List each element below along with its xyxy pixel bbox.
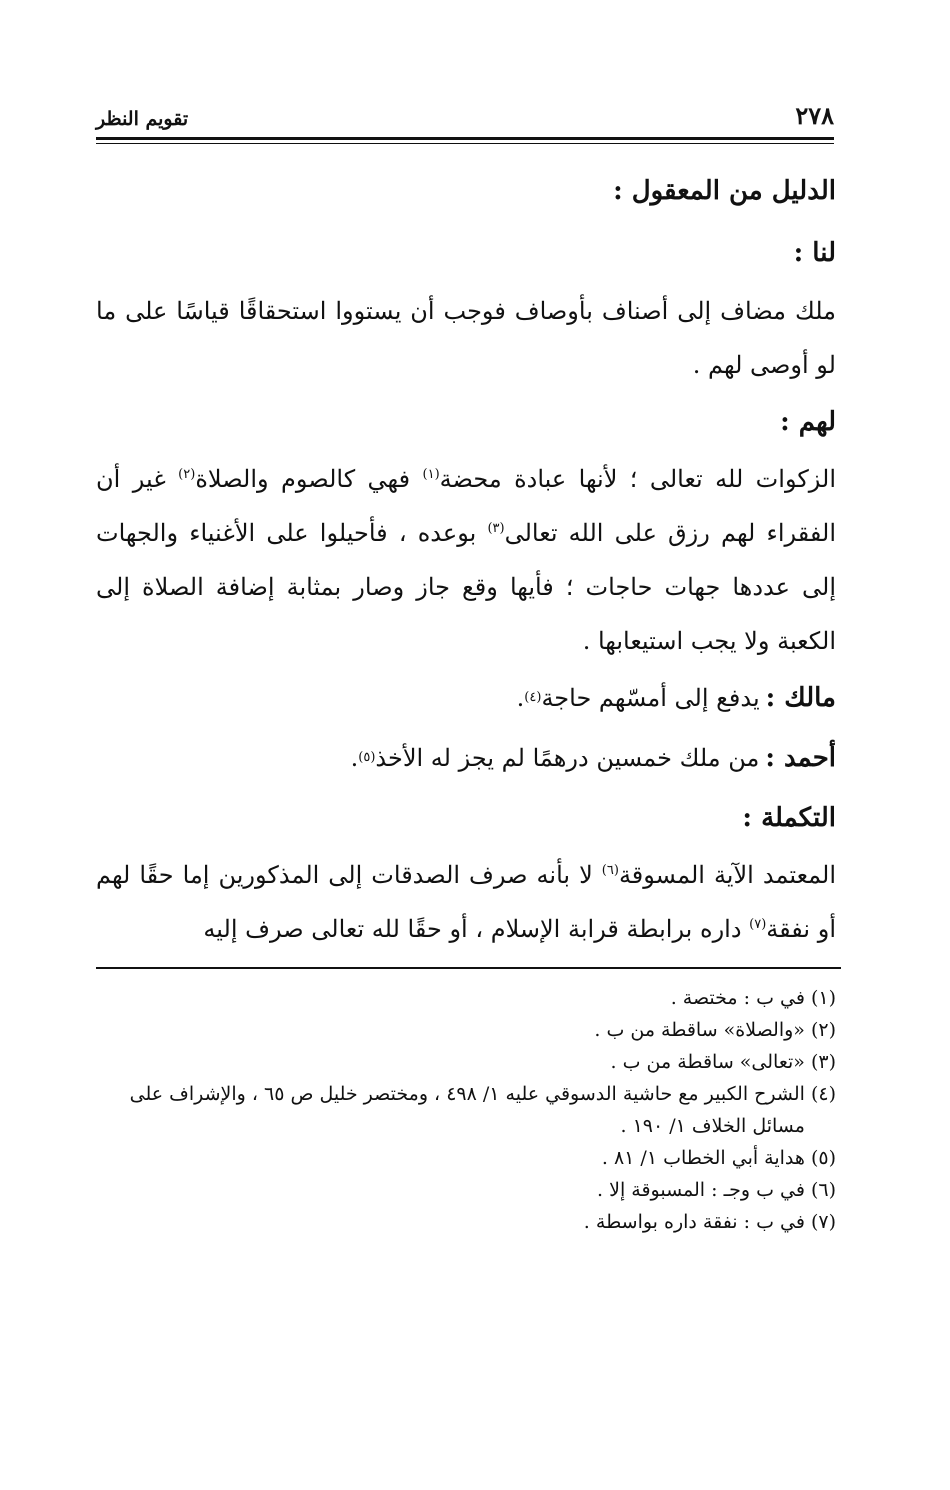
paragraph-theirs <box>96 452 836 668</box>
page-number: ٢٧٨ <box>795 101 834 130</box>
footnote-text: «والصلاة» ساقطة من ب . <box>594 1019 805 1041</box>
footnote-number: (٦) <box>810 1179 836 1201</box>
footnote-number: (٥) <box>810 1147 836 1169</box>
footnote-item <box>96 1078 836 1142</box>
header-rule-thin <box>96 143 834 144</box>
paragraph-ours: ملك مضاف إلى أصناف بأوصاف فوجب أن يستووا استحقاقًا قياسًا على ما لو أوصى لهم . <box>96 297 836 379</box>
completion-text-2: لا بأنه صرف الصدقات إلى المذكورين إما حقًا لهم أو نفقة <box>96 861 836 943</box>
footnotes <box>96 982 836 1238</box>
malik-opinion: مالك : يدفع إلى أمسّهم حاجة (٤) . <box>96 668 836 728</box>
footnote-item <box>96 982 836 1014</box>
theirs-text-4: بوعده ، فأحيلوا على الأغنياء والجهات إلى عددها جهات حاجات ؛ فأيها وقع جاز وصار بمثابة إضافة الصلاة إلى الكعبة ولا يجب استيعابها . <box>96 519 836 655</box>
footnote-text: الشرح الكبير مع حاشية الدسوقي عليه ١/ ٤٩٨ ، ومختصر خليل ص ٦٥ ، والإشراف على مسائل الخلاف ١/ ١٩٠ . <box>129 1083 805 1137</box>
heading-rational-evidence: الدليل من المعقول : <box>613 176 836 206</box>
theirs-text-1: الزكوات لله تعالى ؛ لأنها عبادة محضة <box>439 465 836 493</box>
footnote-text: في ب : مختصة . <box>670 987 805 1009</box>
malik-end: . <box>516 684 525 712</box>
footnote-ref-7[interactable]: (٧) <box>749 917 767 932</box>
footnote-separator <box>96 967 841 969</box>
footnote-ref-3[interactable]: (٣) <box>487 521 505 536</box>
footnote-number: (٣) <box>810 1051 836 1073</box>
malik-name: مالك : <box>765 683 836 713</box>
footnote-item <box>96 1174 836 1206</box>
footnote-text: في ب : نفقة داره بواسطة . <box>583 1211 805 1233</box>
malik-text: يدفع إلى أمسّهم حاجة <box>541 684 760 712</box>
page-header <box>96 96 834 130</box>
footnote-text: «تعالى» ساقطة من ب . <box>610 1051 805 1073</box>
footnote-text: هداية أبي الخطاب ١/ ٨١ . <box>601 1147 805 1169</box>
main-text <box>96 160 836 956</box>
footnote-ref-1[interactable]: (١) <box>422 467 440 482</box>
ahmad-end: . <box>350 744 359 772</box>
completion-text-1: المعتمد الآية المسوقة <box>618 861 836 889</box>
footnote-text: في ب وجـ : المسبوقة إلا . <box>597 1179 805 1201</box>
footnote-ref-2[interactable]: (٢) <box>178 467 196 482</box>
heading-theirs: لهم : <box>780 407 836 437</box>
footnote-number: (٢) <box>810 1019 836 1041</box>
completion-text-3: داره برابطة قرابة الإسلام ، أو حقًا لله تعالى صرف إليه <box>203 915 750 943</box>
ahmad-name: أحمد : <box>765 743 836 773</box>
theirs-text-3: غير أن الفقراء لهم رزق على الله تعالى <box>96 465 836 547</box>
footnote-item <box>96 1046 836 1078</box>
header-rule-thick <box>96 137 834 140</box>
ahmad-text: من ملك خمسين درهمًا لم يجز له الأخذ <box>375 744 760 772</box>
footnote-number: (٧) <box>810 1211 836 1233</box>
ahmad-opinion: أحمد : من ملك خمسين درهمًا لم يجز له الأخذ (٥) . <box>96 728 836 788</box>
footnote-item <box>96 1142 836 1174</box>
footnote-number: (٤) <box>810 1083 836 1105</box>
running-title: تقويم النظر <box>96 108 189 130</box>
footnote-number: (١) <box>810 987 836 1009</box>
theirs-text-2: فهي كالصوم والصلاة <box>195 465 423 493</box>
heading-ours: لنا : <box>793 238 836 268</box>
heading-completion: التكملة : <box>742 803 836 833</box>
footnote-item <box>96 1014 836 1046</box>
paragraph-completion <box>96 848 836 956</box>
footnote-item <box>96 1206 836 1238</box>
footnote-ref-6[interactable]: (٦) <box>601 863 619 878</box>
